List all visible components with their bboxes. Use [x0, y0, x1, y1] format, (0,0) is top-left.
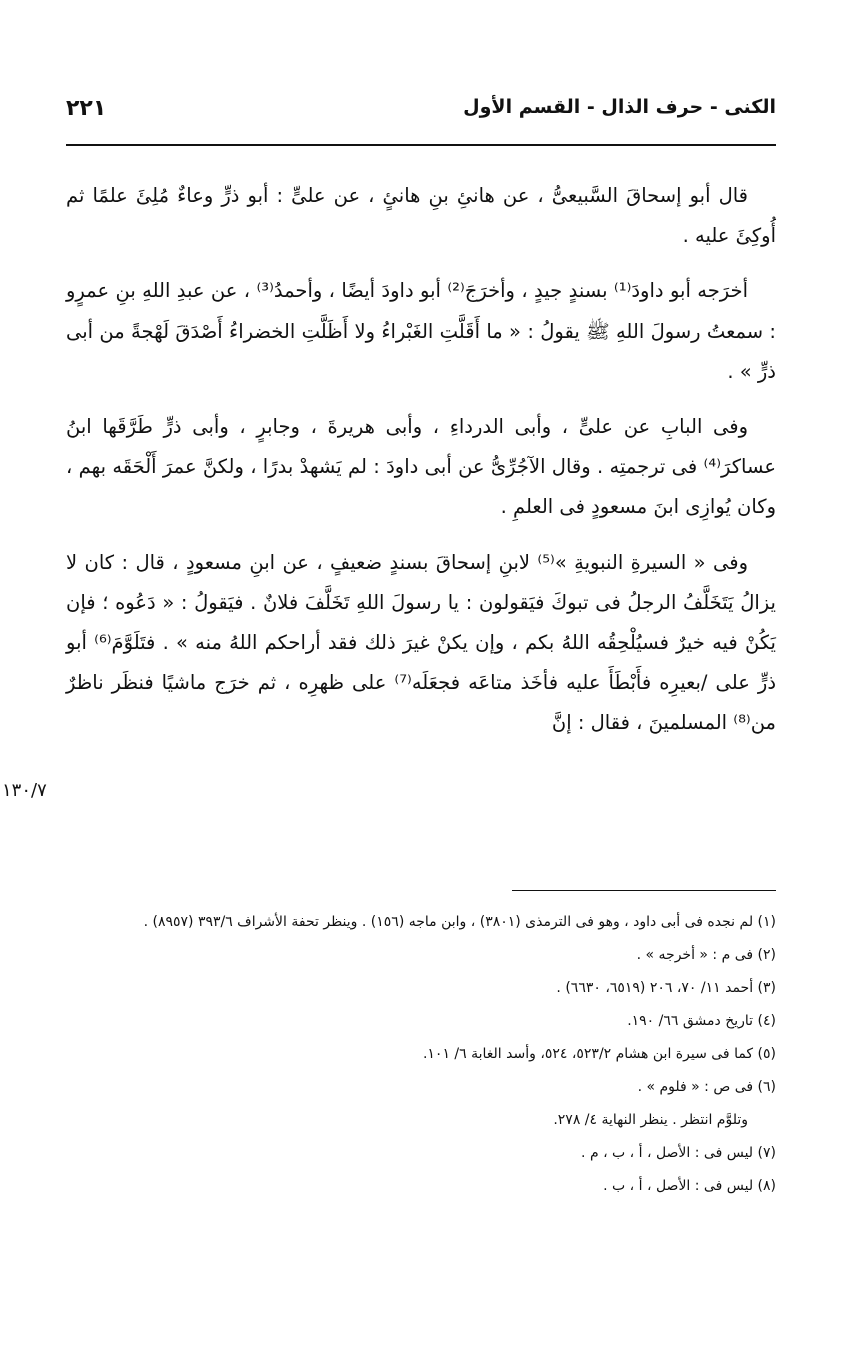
footnote-4: (٤) تاريخ دمشق ٦٦/ ١٩٠. — [627, 1013, 776, 1029]
page-number: ٢٢١ — [66, 96, 107, 121]
footnote-1: (١) لم نجده فى أبى داود ، وهو فى الترمذى (٣٨٠١) ، وابن ماجه (١٥٦) . وينظر تحفة الأشراف ٣٩٣/٦ (٨٩٥٧) . — [143, 914, 776, 930]
footnote-7: (٧) ليس فى : الأصل ، أ ، ب ، م . — [581, 1145, 776, 1161]
header-divider — [66, 144, 776, 146]
footnote-divider — [512, 890, 776, 891]
footnote-2: (٢) فى م : « أخرجه » . — [636, 947, 776, 963]
paragraph: أخرَجه أبو داودَ⁽¹⁾ بسندٍ جيدٍ ، وأخرَجَ⁽²⁾ أبو داودَ أيضًا ، وأحمدُ⁽³⁾ ، عن عبدِ اللهِ بنِ عمرٍو : سمعتُ رسولَ اللهِ ﷺ يقولُ : « ما أَقَلَّتِ الغَبْراءُ ولا أَظَلَّتِ الخضراءُ أَصْدَقَ لَهْجةً من أبى ذرٍّ » . — [66, 279, 776, 383]
running-title: الكنى - حرف الذال - القسم الأول — [463, 96, 776, 118]
marginal-reference: ١٣٠/٧ — [2, 780, 47, 801]
footnote-3: (٣) أحمد ١١/ ٧٠، ٢٠٦ (٦٥١٩، ٦٦٣٠) . — [556, 980, 776, 996]
paragraph: وفى « السيرةِ النبويةِ »⁽⁵⁾ لابنِ إسحاقَ بسندٍ ضعيفٍ ، عن ابنِ مسعودٍ ، قال : كان لا يزالُ يَتَخَلَّفُ الرجلُ فى تبوكَ فيَقولون : يا رسولَ اللهِ تَخَلَّفَ فلانٌ . فيَقولُ : « دَعُوه ؛ فإن يَكُنْ فيه خيرٌ فسيُلْحِقُه اللهُ بكم ، وإن يكنْ غيرَ ذلك فقد أراحكم اللهُ منه » . فتَلَوَّمَ⁽⁶⁾ أبو ذرٍّ على /بعيرِه فأَبْطَأَ عليه فأخَذ متاعَه فجعَلَه⁽⁷⁾ على ظهرِه ، ثم خرَج ماشيًا فنظَر ناظرٌ من⁽⁸⁾ المسلمينَ ، فقال : إنَّ — [66, 550, 777, 735]
footnotes — [66, 906, 776, 1203]
footnote-5: (٥) كما فى سيرة ابن هشام ٥٢٣/٢، ٥٢٤، وأسد الغابة ٦/ ١٠١. — [422, 1046, 776, 1062]
paragraph: وفى البابِ عن علىٍّ ، وأبى الدرداءِ ، وأبى هريرةَ ، وجابرٍ ، وأبى ذرٍّ طَرَّقَها ابنُ عساكرَ⁽⁴⁾ فى ترجمتِه . وقال الآجُرِّىُّ عن أبى داودَ : لم يَشهدْ بدرًا ، ولكنَّ عمرَ أَلْحَقَه بهم ، وكان يُوازِى ابنَ مسعودٍ فى العلمِ . — [66, 415, 776, 519]
footnote-6-note: وتلوَّم انتظر . ينظر النهاية ٤/ ٢٧٨. — [553, 1112, 748, 1128]
footnote-8: (٨) ليس فى : الأصل ، أ ، ب . — [603, 1178, 776, 1194]
paragraph: قال أبو إسحاقَ السَّبيعىُّ ، عن هانئِ بنِ هانئٍ ، عن علىٍّ : أبو ذرٍّ وعاءٌ مُلِئَ علمًا ثم أُوكِئَ عليه . — [66, 184, 776, 248]
main-text — [66, 176, 776, 759]
footnote-6: (٦) فى ص : « فلوم » . — [637, 1079, 776, 1095]
page-header — [66, 92, 776, 132]
